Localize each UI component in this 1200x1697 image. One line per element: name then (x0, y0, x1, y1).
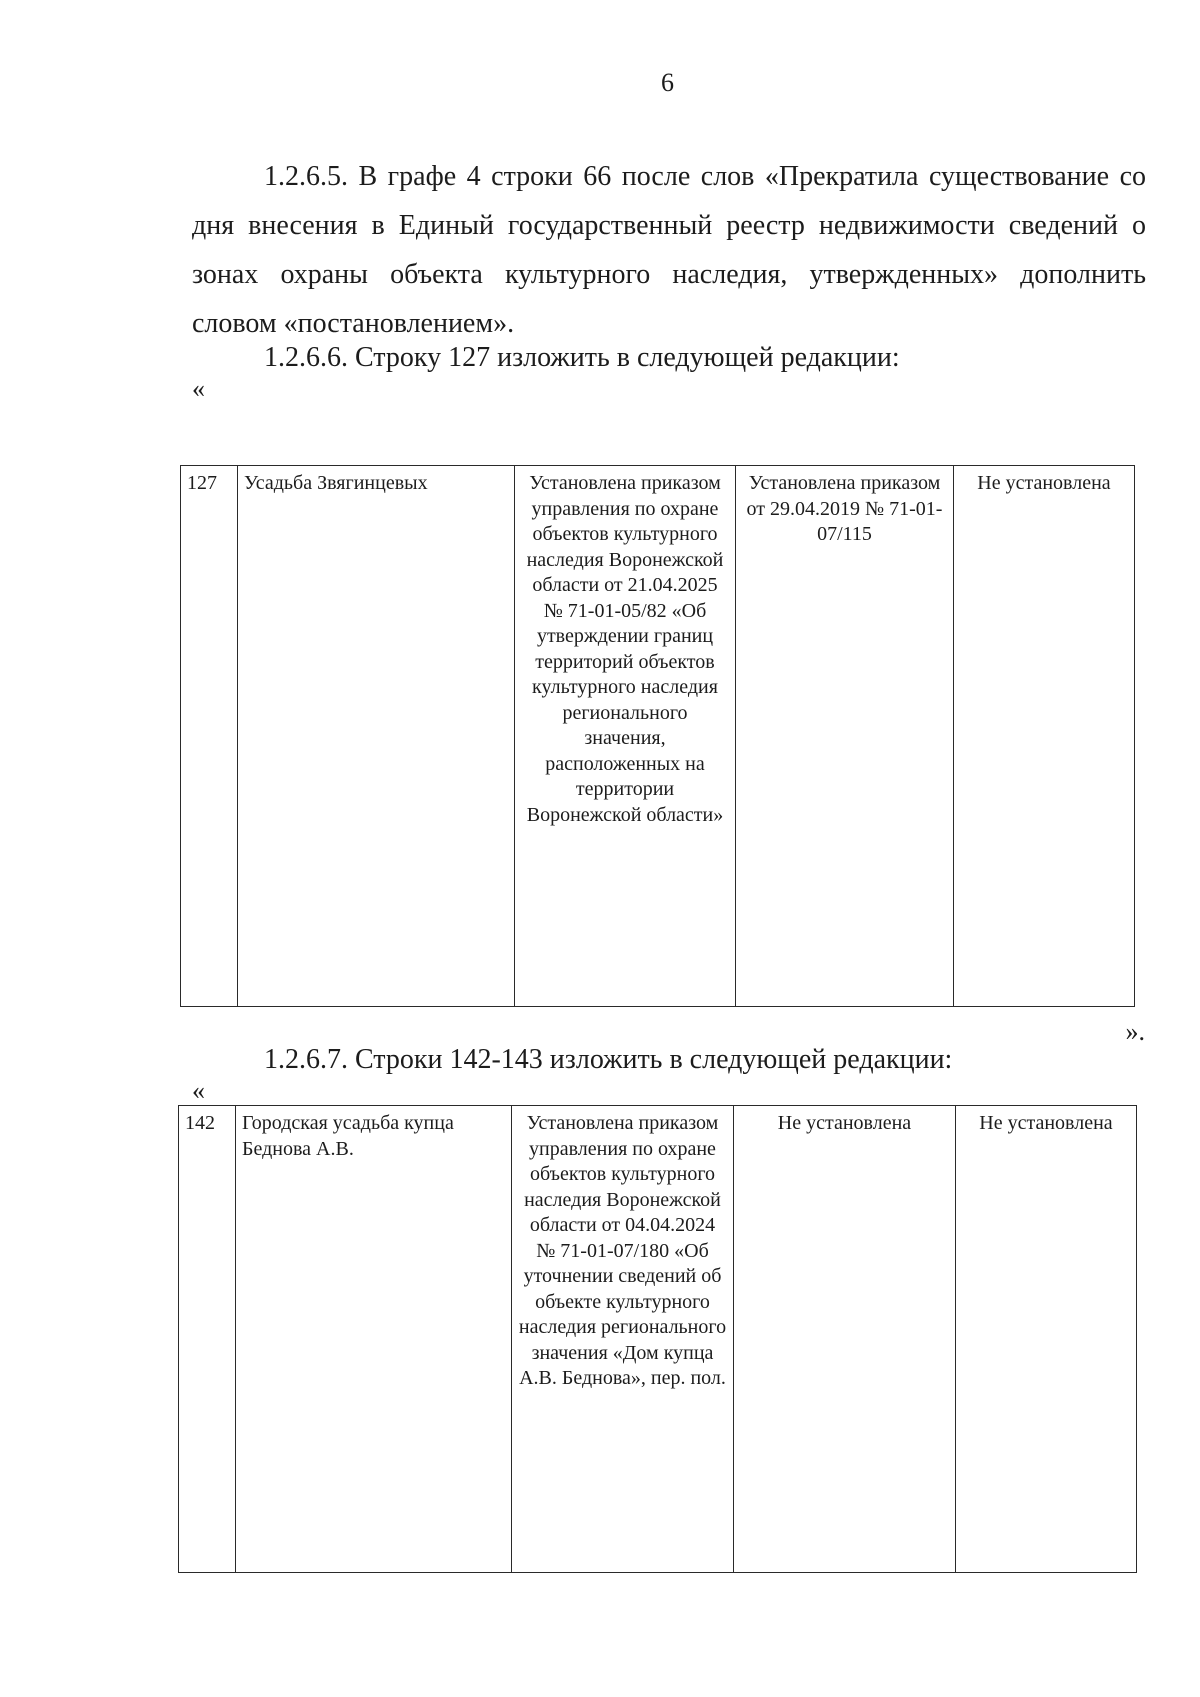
object-name-cell: Усадьба Звягинцевых (238, 466, 515, 1007)
table-row-127 (180, 465, 1135, 1007)
opening-quote-mark: « (192, 1076, 205, 1105)
paragraph-1-2-6-5: 1.2.6.5. В графе 4 строки 66 после слов «Прекратила существование со дня внесения в Единый государственный реестр недвижимости сведений о зонах охраны объекта культурного наследия, утвержденных» дополнить словом «постановлением». (192, 161, 1146, 339)
table-row (181, 466, 1135, 1007)
protection-object-cell: Не установлена (734, 1106, 956, 1573)
protection-zones-cell: Не установлена (956, 1106, 1137, 1573)
row-number-cell: 142 (179, 1106, 236, 1573)
protection-object-cell: Установлена приказом от 29.04.2019 № 71-01-07/115 (736, 466, 954, 1007)
object-name-cell: Городская усадьба купца Беднова А.В. (236, 1106, 512, 1573)
table-row (179, 1106, 1137, 1573)
table-row-142 (178, 1105, 1137, 1573)
territory-cell: Установлена приказом управления по охране объектов культурного наследия Воронежской области от 21.04.2025 № 71-01-05/82 «Об утверждении границ территорий объектов культурного наследия регионального значения, расположенных на территории Воронежской области» (515, 466, 736, 1007)
paragraph-1-2-6-6: 1.2.6.6. Строку 127 изложить в следующей редакции: (264, 342, 900, 373)
page-number: 6 (661, 68, 674, 97)
row-number-cell: 127 (181, 466, 238, 1007)
paragraph-1-2-6-7: 1.2.6.7. Строки 142-143 изложить в следующей редакции: (264, 1044, 953, 1075)
territory-cell: Установлена приказом управления по охране объектов культурного наследия Воронежской области от 04.04.2024 № 71-01-07/180 «Об уточнении сведений об объекте культурного наследия регионального значения «Дом купца А.В. Беднова», пер. пол. (512, 1106, 734, 1573)
opening-quote-mark: « (192, 374, 205, 403)
protection-zones-cell: Не установлена (954, 466, 1135, 1007)
closing-quote-mark: ». (1125, 1017, 1145, 1046)
